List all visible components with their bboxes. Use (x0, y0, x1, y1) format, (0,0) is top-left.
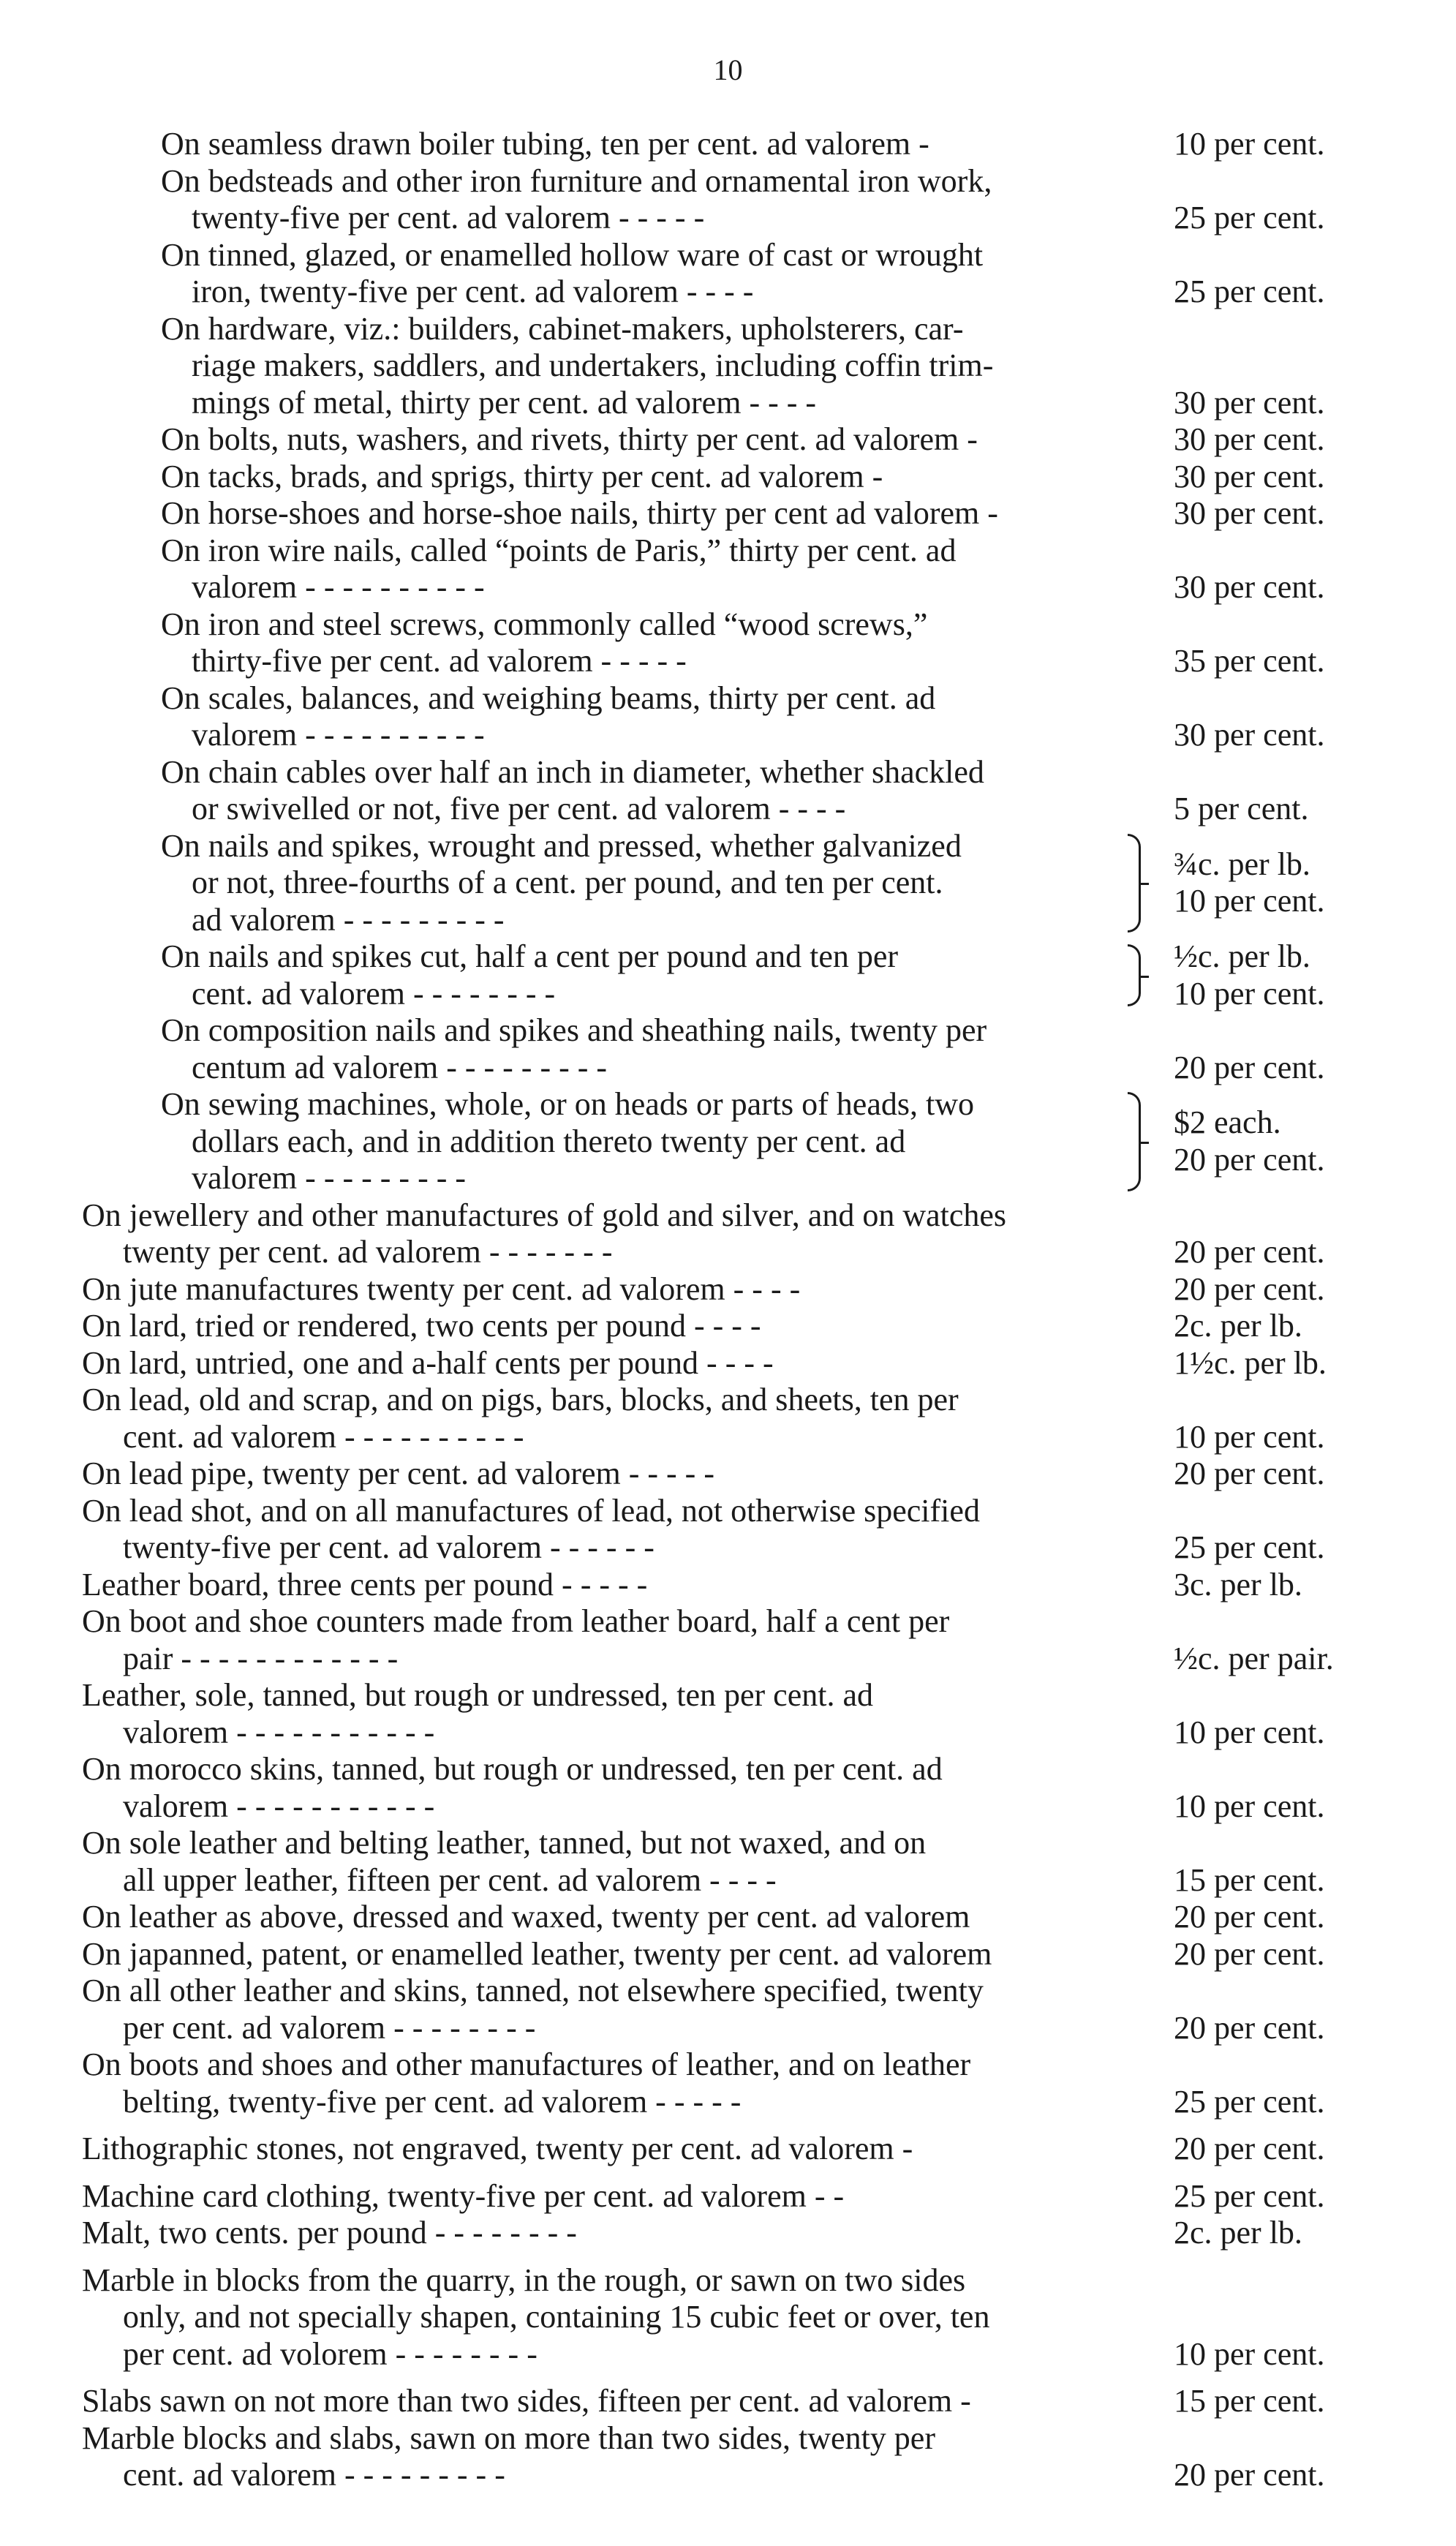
tariff-entry (0, 1973, 1456, 2046)
rate: 10 per cent. (1174, 1418, 1325, 1455)
rate: 15 per cent. (1174, 2383, 1325, 2419)
rate: 2c. per lb. (1174, 1308, 1302, 1344)
entry-text: Machine card clothing, twenty-five per cent. ad valorem - - (82, 2177, 845, 2214)
entry-text: cent. ad valorem - - - - - - - - (192, 975, 556, 1012)
entry-text: valorem - - - - - - - - - - (192, 717, 485, 753)
rate: 3c. per lb. (1174, 1566, 1302, 1602)
entry-text: cent. ad valorem - - - - - - - - - (123, 2457, 505, 2493)
entry-line (0, 163, 1456, 200)
rate: 20 per cent. (1174, 2457, 1325, 2493)
tariff-entry (0, 1567, 1456, 1604)
rate: 10 per cent. (1174, 2335, 1325, 2372)
entry-text: Slabs sawn on not more than two sides, fifteen per cent. ad valorem - (82, 2383, 971, 2419)
rate: 25 per cent. (1174, 2083, 1325, 2120)
tariff-entry (0, 2215, 1456, 2252)
entry-text: On boots and shoes and other manufactures of leather, and on leather (82, 2046, 971, 2082)
rate: 20 per cent. (1174, 1270, 1325, 1307)
tariff-entry (0, 2046, 1456, 2120)
tariff-entry (0, 1012, 1456, 1086)
tariff-entry (0, 1086, 1456, 1197)
tariff-entry (0, 1936, 1456, 1973)
rate: 10 per cent. (1174, 126, 1325, 162)
tariff-entry (0, 311, 1456, 422)
rate: 25 per cent. (1174, 2177, 1325, 2214)
entry-line (0, 606, 1456, 644)
entry-text: valorem - - - - - - - - - - - (123, 1788, 435, 1824)
entry-text: On iron and steel screws, commonly called “wood screws,” (161, 606, 928, 642)
entry-line (0, 1825, 1456, 1862)
rate: 30 per cent. (1174, 495, 1325, 531)
entry-text: valorem - - - - - - - - - - - (123, 1714, 435, 1750)
entry-text: twenty-five per cent. ad valorem - - - - - - (123, 1529, 655, 1565)
tariff-entry (0, 1603, 1456, 1677)
rate: $2 each. (1174, 1104, 1281, 1141)
entry-text: On lead, old and scrap, and on pigs, bars, blocks, and sheets, ten per (82, 1382, 959, 1417)
rate: 10 per cent. (1174, 883, 1325, 919)
entry-text: On all other leather and skins, tanned, not elsewhere specified, twenty (82, 1973, 984, 2008)
tariff-entry (0, 1197, 1456, 1271)
entry-text: On horse-shoes and horse-shoe nails, thirty per cent ad valorem - (161, 495, 998, 531)
tariff-entry (0, 163, 1456, 237)
entry-text: ad valorem - - - - - - - - - (192, 901, 505, 938)
entry-text: Leather, sole, tanned, but rough or undressed, ten per cent. ad (82, 1677, 873, 1713)
entry-text: On tinned, glazed, or enamelled hollow ware of cast or wrought (161, 236, 984, 273)
entry-text: mings of metal, thirty per cent. ad valorem - - - - (192, 384, 817, 421)
entry-text: twenty per cent. ad valorem - - - - - - - (123, 1234, 613, 1270)
tariff-entry (0, 606, 1456, 680)
rate: 10 per cent. (1174, 1714, 1325, 1750)
rate: 30 per cent. (1174, 458, 1325, 494)
tariff-entry (0, 754, 1456, 828)
entry-line (0, 754, 1456, 791)
entry-line (0, 347, 1456, 385)
entry-text: Malt, two cents. per pound - - - - - - - - (82, 2215, 577, 2251)
rate: 20 per cent. (1174, 1141, 1325, 1178)
entry-text: On iron wire nails, called “points de Paris,” thirty per cent. ad (161, 532, 957, 568)
entry-text: On morocco skins, tanned, but rough or undressed, ten per cent. ad (82, 1751, 943, 1787)
entry-text: On lard, untried, one and a-half cents per pound - - - - (82, 1344, 774, 1381)
entry-text: cent. ad valorem - - - - - - - - - - (123, 1418, 524, 1455)
entry-text: twenty-five per cent. ad valorem - - - - - (192, 200, 705, 236)
entry-text: On sole leather and belting leather, tanned, but not waxed, and on (82, 1825, 927, 1861)
entry-text: On lard, tried or rendered, two cents per pound - - - - (82, 1308, 761, 1344)
rate: 10 per cent. (1174, 1788, 1325, 1824)
entry-line (0, 1973, 1456, 2010)
brace (1128, 1092, 1141, 1191)
tariff-list (0, 126, 1456, 2494)
page-number: 10 (713, 53, 743, 86)
entry-line (0, 2046, 1456, 2084)
tariff-entry (0, 2262, 1456, 2373)
rate: 20 per cent. (1174, 1049, 1325, 1085)
brace (1128, 944, 1141, 1006)
entry-text: riage makers, saddlers, and undertakers, including coffin trim- (192, 347, 994, 383)
entry-text: Marble blocks and slabs, sawn on more than two sides, twenty per (82, 2419, 935, 2456)
entry-line (0, 1603, 1456, 1641)
entry-text: On lead shot, and on all manufactures of lead, not otherwise specified (82, 1492, 980, 1529)
entry-text: On leather as above, dressed and waxed, twenty per cent. ad valorem (82, 1899, 970, 1935)
tariff-entry (0, 126, 1456, 163)
entry-text: per cent. ad volorem - - - - - - - - (123, 2335, 537, 2372)
tariff-entry (0, 1271, 1456, 1308)
rate: 30 per cent. (1174, 717, 1325, 753)
tariff-entry (0, 2383, 1456, 2420)
tariff-entry (0, 1308, 1456, 1345)
entry-text: Marble in blocks from the quarry, in the rough, or sawn on two sides (82, 2261, 966, 2298)
tariff-entry (0, 421, 1456, 459)
entry-text: On japanned, patent, or enamelled leather, twenty per cent. ad valorem (82, 1935, 992, 1972)
rate: 15 per cent. (1174, 1861, 1325, 1898)
entry-line (0, 2299, 1456, 2336)
rate: 20 per cent. (1174, 1234, 1325, 1270)
tariff-entry (0, 828, 1456, 939)
entry-line (0, 1012, 1456, 1050)
rate: 20 per cent. (1174, 1935, 1325, 1972)
rate: 35 per cent. (1174, 643, 1325, 679)
tariff-entry (0, 1677, 1456, 1751)
rate: 5 per cent. (1174, 791, 1309, 826)
entry-text: On jute manufactures twenty per cent. ad valorem - - - - (82, 1270, 801, 1307)
tariff-entry (0, 1493, 1456, 1567)
tariff-entry (0, 1751, 1456, 1825)
rate: 2c. per lb. (1174, 2215, 1302, 2251)
tariff-entry (0, 2420, 1456, 2494)
rate: ¾c. per lb. (1174, 845, 1310, 882)
entry-text: On sewing machines, whole, or on heads or parts of heads, two (161, 1086, 974, 1122)
tariff-entry (0, 938, 1456, 1012)
entry-line (0, 1197, 1456, 1235)
rate: 30 per cent. (1174, 569, 1325, 605)
entry-text: On bedsteads and other iron furniture and ornamental iron work, (161, 162, 992, 199)
rate: ½c. per pair. (1174, 1640, 1334, 1676)
entry-text: valorem - - - - - - - - - (192, 1160, 467, 1196)
rate: 1½c. per lb. (1174, 1344, 1327, 1381)
entry-line (0, 1382, 1456, 1419)
tariff-entry (0, 495, 1456, 532)
entry-text: On jewellery and other manufactures of gold and silver, and on watches (82, 1197, 1007, 1233)
rate: 25 per cent. (1174, 274, 1325, 309)
entry-text: On nails and spikes, wrought and pressed, whether galvanized (161, 827, 962, 864)
tariff-entry (0, 532, 1456, 606)
tariff-entry (0, 2131, 1456, 2168)
rate: ½c. per lb. (1174, 938, 1310, 974)
entry-line (0, 2262, 1456, 2300)
entry-text: valorem - - - - - - - - - - (192, 569, 485, 605)
entry-text: or swivelled or not, five per cent. ad valorem - - - - (192, 791, 846, 826)
entry-text: centum ad valorem - - - - - - - - - (192, 1049, 608, 1085)
entry-text: On chain cables over half an inch in diameter, whether shackled (161, 753, 984, 790)
entry-text: all upper leather, fifteen per cent. ad valorem - - - - (123, 1861, 777, 1898)
tariff-entry (0, 680, 1456, 754)
tariff-entry (0, 1899, 1456, 1936)
tariff-entry (0, 1345, 1456, 1382)
entry-text: only, and not specially shapen, containing 15 cubic feet or over, ten (123, 2299, 990, 2335)
tariff-entry (0, 459, 1456, 496)
entry-text: Leather board, three cents per pound - - - - - (82, 1566, 648, 1602)
rate: 20 per cent. (1174, 1455, 1325, 1491)
entry-text: On tacks, brads, and sprigs, thirty per cent. ad valorem - (161, 458, 883, 494)
entry-line (0, 311, 1456, 348)
entry-line (0, 2420, 1456, 2458)
entry-text: thirty-five per cent. ad valorem - - - - - (192, 643, 687, 679)
brace (1128, 834, 1141, 933)
rate: 25 per cent. (1174, 1529, 1325, 1565)
entry-text: pair - - - - - - - - - - - - (123, 1640, 399, 1676)
rate: 20 per cent. (1174, 2009, 1325, 2046)
entry-text: dollars each, and in addition thereto twenty per cent. ad (192, 1123, 906, 1159)
tariff-entry (0, 237, 1456, 311)
entry-line (0, 237, 1456, 274)
tariff-entry (0, 2178, 1456, 2215)
entry-text: On composition nails and spikes and sheathing nails, twenty per (161, 1012, 987, 1048)
entry-text: per cent. ad valorem - - - - - - - - (123, 2009, 536, 2046)
entry-line (0, 532, 1456, 570)
tariff-entry (0, 1455, 1456, 1493)
entry-text: On lead pipe, twenty per cent. ad valorem - - - - - (82, 1455, 714, 1491)
tariff-entry (0, 1382, 1456, 1455)
entry-text: or not, three-fourths of a cent. per pound, and ten per cent. (192, 865, 943, 900)
rate: 25 per cent. (1174, 200, 1325, 236)
entry-text: belting, twenty-five per cent. ad valorem - - - - - (123, 2083, 742, 2120)
entry-text: On boot and shoe counters made from leather board, half a cent per (82, 1603, 950, 1639)
entry-text: On seamless drawn boiler tubing, ten per cent. ad valorem - (161, 126, 929, 162)
entry-line (0, 1751, 1456, 1788)
entry-text: On hardware, viz.: builders, cabinet-makers, upholsterers, car- (161, 310, 964, 347)
entry-line (0, 680, 1456, 718)
rate: 10 per cent. (1174, 975, 1325, 1012)
entry-text: iron, twenty-five per cent. ad valorem - - - - (192, 274, 754, 309)
tariff-entry (0, 1825, 1456, 1899)
rate: 30 per cent. (1174, 421, 1325, 457)
rate: 20 per cent. (1174, 1899, 1325, 1935)
entry-line (0, 1677, 1456, 1714)
entry-text: On scales, balances, and weighing beams, thirty per cent. ad (161, 679, 936, 716)
entry-text: On nails and spikes cut, half a cent per pound and ten per (161, 938, 899, 974)
rate: 30 per cent. (1174, 384, 1325, 421)
rate: 20 per cent. (1174, 2131, 1325, 2166)
entry-text: On bolts, nuts, washers, and rivets, thirty per cent. ad valorem - (161, 421, 978, 457)
entry-text: Lithographic stones, not engraved, twenty per cent. ad valorem - (82, 2131, 913, 2166)
entry-line (0, 1493, 1456, 1530)
